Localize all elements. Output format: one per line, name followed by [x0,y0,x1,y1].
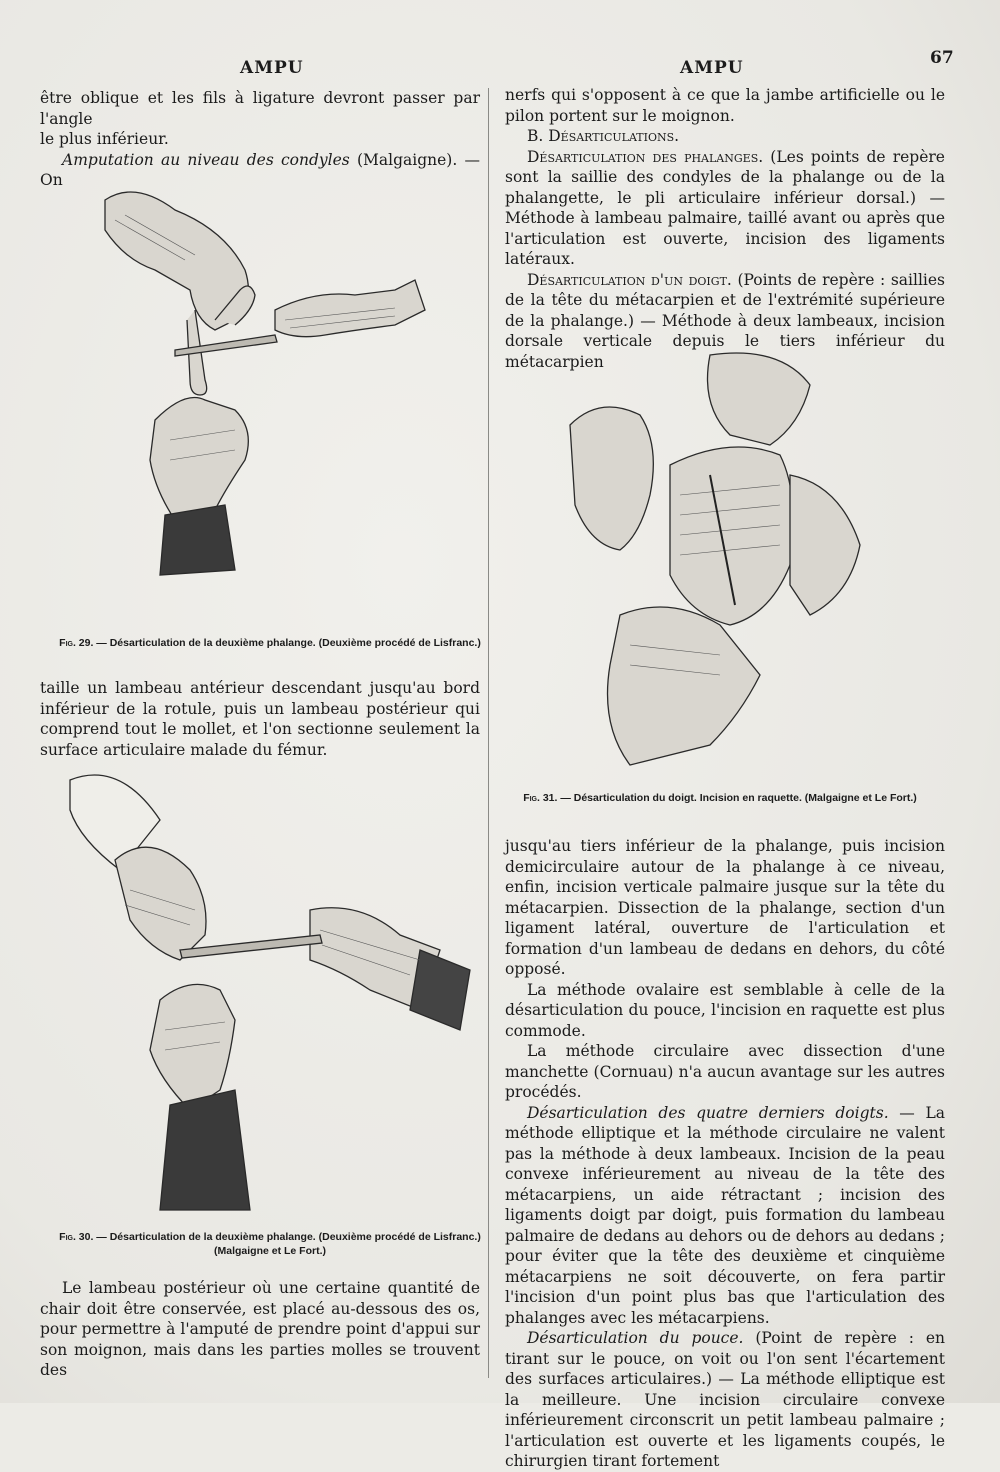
right-column-top-text [505,85,945,372]
figure-30-label: Fig. 30. [59,1231,94,1243]
quatre-doigts-paragraph [505,1103,945,1329]
left-line-1: être oblique et les fils à ligature devront passer par l'angle [40,89,480,128]
left-mid-paragraph: taille un lambeau antérieur descendant jusqu'au bord inférieur de la rotule, puis un lambeau postérieur qui comprend tout le mollet, et l'on sectionne seulement la surface articulaire malade du fémur. [40,679,480,759]
amputation-condyles-rest: (Malgaigne). — On [40,150,480,189]
phalanges-body: (Les points de repère sont la saillie des condyles de la phalange ou de la phalangette, le pli articulaire inférieur dorsal.) — Méthode à lambeau palmaire, taillé avant ou après que l'articulation est ouverte, incision des ligaments latéraux. [505,147,945,268]
figure-30-illustration [60,760,480,1215]
phalanges-paragraph [505,147,945,270]
figure-30-caption-text: — Désarticulation de la deuxième phalange. (Deuxième procédé de Lisfranc.) (Malgaigne et Le Fort.) [93,1231,481,1257]
left-column-mid-text [40,678,480,760]
figure-31-caption [520,791,920,805]
pouce-body: (Point de repère : en tirant sur le pouce, on voit ou l'on sent l'écartement des surfaces articulaires.) — La méthode elliptique est la meilleure. Une incision circulaire convexe inférieurement circonscrit un petit lambeau palmaire ; l'articulation est ouverte et les ligaments coupés, le chirurgien tirant fortement [505,1329,946,1470]
pouce-heading: Désarticulation du pouce. [527,1329,744,1347]
column-divider [488,88,489,1378]
right-first-paragraph: nerfs qui s'opposent à ce que la jambe artificielle ou le pilon portent sur le moignon. [505,86,945,125]
page-number: 67 [930,48,954,68]
left-line-2: le plus inférieur. [40,130,169,148]
figure-29-engraving [95,160,435,580]
amputation-condyles-title: Amputation au niveau des condyles [62,150,350,169]
right-para-a: jusqu'au tiers inférieur de la phalange, puis incision demicirculaire autour de la phalange à ce niveau, enfin, incision verticale palmaire jusque sur la tête du métacarpien. Dissection de la phalange, section d'un ligament latéral, ouverture de l'articulation et formation d'un lambeau de dedans en dehors, du côté opposé. [505,837,945,978]
right-para-c: La méthode circulaire avec dissection d'une manchette (Cornuau) n'a aucun avantage sur les autres procédés. [505,1042,945,1101]
figure-30-engraving [60,760,480,1215]
figure-31-engraving [560,345,940,775]
right-para-b: La méthode ovalaire est semblable à celle de la désarticulation du pouce, l'incision en raquette est plus commode. [505,980,945,1040]
pouce-paragraph [505,1328,945,1472]
right-column-bottom-text [505,836,945,1472]
phalanges-heading: Désarticulation des phalanges. [527,147,764,166]
running-title-left: AMPU [240,58,304,78]
figure-31-label: Fig. 31. [523,792,558,804]
doigt-body: (Points de repère : saillies de la tête du métacarpien et de l'extrémité supérieure de la phalange.) — Méthode à deux lambeaux, incision dorsale verticale depuis le tiers inférieur du métacarpien [505,270,945,371]
figure-29-illustration [95,160,435,580]
figure-31-caption-text: — Désarticulation du doigt. Incision en raquette. (Malgaigne et Le Fort.) [557,792,917,804]
figure-29-caption [50,636,490,650]
left-column-bottom-text [40,1278,480,1381]
figure-31-illustration [560,345,940,775]
figure-29-label: Fig. 29. [59,637,94,649]
quatre-doigts-body: — La méthode elliptique et la méthode circulaire ne valent pas la méthode à deux lambeaux. Incision de la peau convexe inférieurement au niveau de la tête des métacarpiens, un aide rétractant ; incision des ligaments doigt par doigt, puis formation du lambeau palmaire de dedans au dehors ou de dehors au dedans ; pour éviter que la tête des deuxième et cinquième métacarpiens ne soit découverte, on fera partir l'incision d'un point plus bas que l'articulation des phalanges avec les métacarpiens. [505,1103,945,1327]
left-bottom-paragraph: Le lambeau postérieur où une certaine quantité de chair doit être conservée, est placé au-dessous des os, pour permettre à l'amputé de prendre point d'appui sur son moignon, mais dans les parties molles se trouvent des [40,1279,480,1379]
doigt-heading: Désarticulation d'un doigt. [527,270,732,289]
quatre-doigts-heading: Désarticulation des quatre derniers doigts. [527,1103,889,1122]
figure-29-caption-text: — Désarticulation de la deuxième phalange. (Deuxième procédé de Lisfranc.) [93,637,481,649]
figure-30-caption [50,1230,490,1258]
running-title-right: AMPU [680,58,744,78]
section-b-heading: B. Désarticulations. [527,127,680,145]
